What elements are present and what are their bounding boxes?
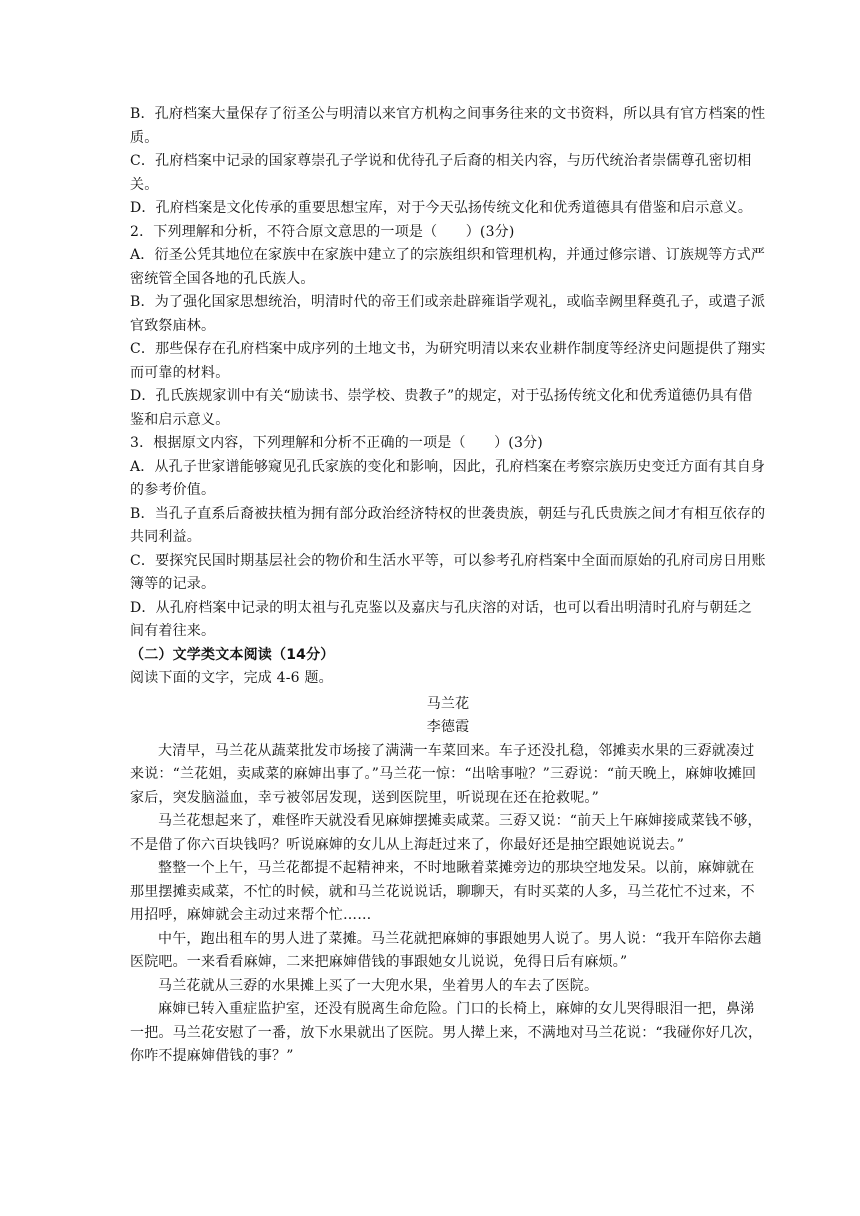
question2-stem: 2．下列理解和分析，不符合原文意思的一项是（ ）(3分) <box>130 223 515 240</box>
question1-option-b: B．孔府档案大量保存了衍圣公与明清以来官方机构之间事务往来的文书资料，所以具有官方档案的性质。 <box>130 106 766 146</box>
question2-option-b: B．为了强化国家思想统治，明清时代的帝王们或亲赴辟雍诣学观礼，或临幸阙里释奠孔子，或遣子派官致祭庙林。 <box>130 294 766 334</box>
story-paragraph-2: 马兰花想起来了，难怪昨天就没看见麻婶摆摊卖咸菜。三孬又说：“前天上午麻婶接咸菜钱不够，不是借了你六百块钱吗？听说麻婶的女儿从上海赶过来了，你最好还是抽空跟她说说去。” <box>130 813 762 853</box>
question1-option-d: D．孔府档案是文化传承的重要思想宝库，对于今天弘扬传统文化和优秀道德具有借鉴和启示意义。 <box>130 200 753 216</box>
story-paragraph-6: 麻婶已转入重症监护室，还没有脱离生命危险。门口的长椅上，麻婶的女儿哭得眼泪一把，鼻涕一把。马兰花安慰了一番，放下水果就出了医院。男人撵上来，不满地对马兰花说：“我碰你好几次，你咋不提麻婶借钱的事？” <box>130 1001 763 1064</box>
story-author: 李德霞 <box>426 719 470 735</box>
document-body <box>130 103 766 1069</box>
question2-option-a: A．衍圣公凭其地位在家族中在家族中建立了的宗族组织和管理机构，并通过修宗谱、订族规等方式严密统管全国各地的孔氏族人。 <box>130 247 766 287</box>
story-paragraph-1: 大清早，马兰花从蔬菜批发市场接了满满一车菜回来。车子还没扎稳，邻摊卖水果的三孬就凑过来说：“兰花姐，卖咸菜的麻婶出事了。”马兰花一惊：“出啥事啦？”三孬说：“前天晚上，麻婶收摊回家后，突发脑溢血，幸亏被邻居发现，送到医院里，听说现在还在抢救呢。” <box>130 742 757 806</box>
question3-stem: 3．根据原文内容，下列理解和分析不正确的一项是（ ）(3分) <box>130 435 543 451</box>
question3-option-d: D．从孔府档案中记录的明太祖与孔克鉴以及嘉庆与孔庆溶的对话，也可以看出明清时孔府与朝廷之间有着往来。 <box>130 599 753 639</box>
section-heading: （二）文学类文本阅读（14分） <box>130 646 335 663</box>
story-title: 马兰花 <box>426 695 470 712</box>
question1-option-c: C．孔府档案中记录的国家尊崇孔子学说和优待孔子后裔的相关内容，与历代统治者崇儒尊孔密切相关。 <box>130 153 752 193</box>
question3-option-b: B．当孔子直系后裔被扶植为拥有部分政治经济特权的世袭贵族，朝廷与孔氏贵族之间才有相互依存的共同利益。 <box>130 505 766 545</box>
question3-option-c: C．要探究民国时期基层社会的物价和生活水平等，可以参考孔府档案中全面而原始的孔府司房日用账簿等的记录。 <box>130 552 766 592</box>
question3-option-a: A．从孔子世家谱能够窥见孔氏家族的变化和影响，因此，孔府档案在考察宗族历史变迁方面有其自身的参考价值。 <box>130 458 766 498</box>
story-paragraph-4: 中午，跑出租车的男人进了菜摊。马兰花就把麻婶的事跟她男人说了。男人说：“我开车陪你去趟医院吧。一来看看麻婶，二来把麻婶借钱的事跟她女儿说说，免得日后有麻烦。” <box>130 930 762 970</box>
question2-option-d: D．孔氏族规家训中有关“励读书、崇学校、贵教子”的规定，对于弘扬传统文化和优秀道德仍具有借鉴和启示意义。 <box>130 388 753 428</box>
reading-instruction: 阅读下面的文字，完成 4-6 题。 <box>130 670 333 686</box>
story-paragraph-5: 马兰花就从三孬的水果摊上买了一大兜水果，坐着男人的车去了医院。 <box>158 977 599 994</box>
question2-option-c: C．那些保存在孔府档案中成序列的土地文书，为研究明清以来农业耕作制度等经济史问题提供了翔实而可靠的材料。 <box>130 341 766 381</box>
story-paragraph-3: 整整一个上午，马兰花都提不起精神来，不时地瞅着菜摊旁边的那块空地发呆。以前，麻婶就在那里摆摊卖咸菜，不忙的时候，就和马兰花说说话，聊聊天，有时买菜的人多，马兰花忙不过来，不用招呼，麻婶就会主动过来帮个忙…… <box>130 860 755 923</box>
